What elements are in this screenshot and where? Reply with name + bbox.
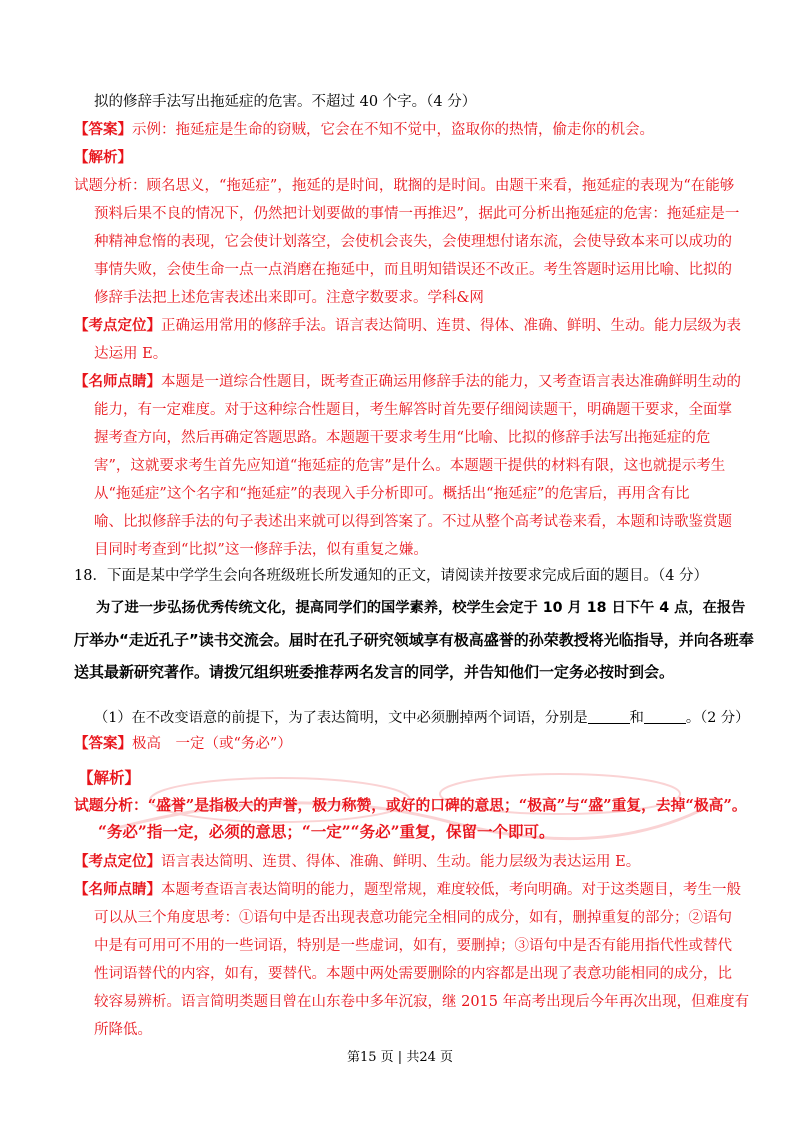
answer-blank-1 — [588, 709, 630, 724]
q18-answer — [74, 734, 292, 754]
mingshi-text: 本题考查语言表达简明的能力，题型常规，难度较低，考向明确。对于这类题目，考生一般 — [161, 882, 741, 898]
q17-question-end: 拟的修辞手法写出拖延症的危害。不超过 40 个字。（4 分） — [94, 94, 477, 110]
q17-analysis-line: 预料后果不良的情况下，仍然把计划要做的事情一再推迟”，据此可分析出拖延症的危害：拖延症是一 — [94, 206, 740, 222]
answer-text: 示例：拖延症是生命的窃贼，它会在不知不觉中，盗取你的热情，偷走你的机会。 — [132, 122, 654, 138]
kaodian-label: 【考点定位】 — [74, 853, 161, 870]
answer-label: 【答案】 — [74, 121, 132, 138]
q18-sub1 — [94, 708, 749, 728]
kaodian-text: 语言表达简明、连贯、得体、准确、鲜明、生动。能力层级为表达运用 E。 — [161, 854, 641, 870]
q18-passage-line: 厅举办“走近孔子”读书交流会。届时在孔子研究领域享有极高盛誉的孙荣教授将光临指导，并向各班奉 — [74, 631, 754, 649]
kaodian-text: 正确运用常用的修辞手法。语言表达简明、连贯、得体、准确、鲜明、生动。能力层级为表 — [161, 318, 741, 334]
q18-stem: 18．下面是某中学学生会向各班级班长所发通知的正文，请阅读并按要求完成后面的题目。（4 分） — [74, 568, 709, 584]
q17-mingshi-line: 喻、比拟修辞手法的句子表述出来就可以得到答案了。不过从整个高考试卷来看，本题和诗歌鉴赏题 — [94, 514, 732, 530]
q17-mingshi-line: 害”，这就要求考生首先应知道“拖延症的危害”是什么。本题题干提供的材料有限，这也就提示考生 — [94, 458, 726, 474]
sub1-after: 。（2 分） — [685, 710, 750, 726]
q18-analysis-line: “务必”指一定，必须的意思；“一定”“务必”重复，保留一个即可。 — [98, 822, 555, 841]
q18-mingshi-line: 较容易辨析。语言简明类题目曾在山东卷中多年沉寂，继 2015 年高考出现后今年再次出现，但难度有 — [94, 994, 750, 1010]
q18-mingshi — [74, 880, 741, 900]
q18-analysis-label: 【解析】 — [78, 768, 141, 787]
q17-analysis-line: 修辞手法把上述危害表述出来即可。注意字数要求。学科&网 — [94, 290, 484, 306]
kaodian-label: 【考点定位】 — [74, 317, 161, 334]
q18-mingshi-line: 中是有可用可不用的一些词语，特别是一些虚词，如有，要删掉；③语句中是否有能用指代性或替代 — [94, 938, 732, 954]
q18-passage-line: 为了进一步弘扬优秀传统文化，提高同学们的国学素养，校学生会定于 10 月 18 日下午 4 点，在报告 — [96, 600, 746, 616]
q17-mingshi-line: 从“拖延症”这个名字和“拖延症”的表现入手分析即可。概括出“拖延症”的危害后，再用含有比 — [94, 486, 690, 502]
q18-mingshi-line: 可以从三个角度思考：①语句中是否出现表意功能完全相同的成分，如有，删掉重复的部分；②语句 — [94, 910, 732, 926]
q18-passage-line: 送其最新研究著作。请拨冗组织班委推荐两名发言的同学，并告知他们一定务必按时到会。 — [74, 663, 675, 681]
q18-analysis-line: 试题分析：“盛誉”是指极大的声誉，极力称赞，或好的口碑的意思；“极高”与“盛”重复，去掉“极高”。 — [74, 797, 747, 814]
q17-analysis-line: 种精神怠惰的表现，它会使计划落空，会使机会丧失，会使理想付诸东流，会使导致本来可以成功的 — [94, 234, 732, 250]
q17-mingshi-line: 目同时考查到“比拟”这一修辞手法，似有重复之嫌。 — [94, 542, 428, 558]
mingshi-label: 【名师点睛】 — [74, 373, 161, 390]
page-footer: 第15 页 | 共24 页 — [347, 1050, 453, 1065]
q17-kaodian-line: 达运用 E。 — [94, 346, 168, 362]
mingshi-text: 本题是一道综合性题目，既考查正确运用修辞手法的能力，又考查语言表达准确鲜明生动的 — [161, 374, 741, 390]
q17-analysis-label: 【解析】 — [74, 149, 132, 166]
answer-text: 极高 一定（或“务必”） — [132, 736, 292, 752]
q18-mingshi-line: 性词语替代的内容，如有，要替代。本题中两处需要删除的内容都是出现了表意功能相同的成分，比 — [94, 966, 732, 982]
sub1-and: 和 — [629, 710, 644, 726]
q18-mingshi-line: 所降低。 — [94, 1022, 152, 1038]
mingshi-label: 【名师点睛】 — [74, 881, 161, 898]
q17-kaodian — [74, 316, 741, 336]
sub1-before: （1）在不改变语意的前提下，为了表达简明，文中必须删掉两个词语，分别是 — [94, 710, 588, 726]
q17-mingshi — [74, 372, 741, 392]
q17-analysis-line: 试题分析：顾名思义，“拖延症”，拖延的是时间，耽搁的是时间。由题干来看，拖延症的表现为“在能够 — [74, 178, 735, 194]
q17-analysis-line: 事情失败，会使生命一点一点消磨在拖延中，而且明知错误还不改正。考生答题时运用比喻、比拟的 — [94, 262, 732, 278]
answer-blank-2 — [644, 709, 686, 724]
q17-mingshi-line: 能力，有一定难度。对于这种综合性题目，考生解答时首先要仔细阅读题干，明确题干要求，全面掌 — [94, 402, 732, 418]
q18-kaodian — [74, 852, 640, 872]
q17-mingshi-line: 握考查方向，然后再确定答题思路。本题题干要求考生用“比喻、比拟的修辞手法写出拖延症的危 — [94, 430, 711, 446]
answer-label: 【答案】 — [74, 735, 132, 752]
q17-answer — [74, 120, 654, 140]
